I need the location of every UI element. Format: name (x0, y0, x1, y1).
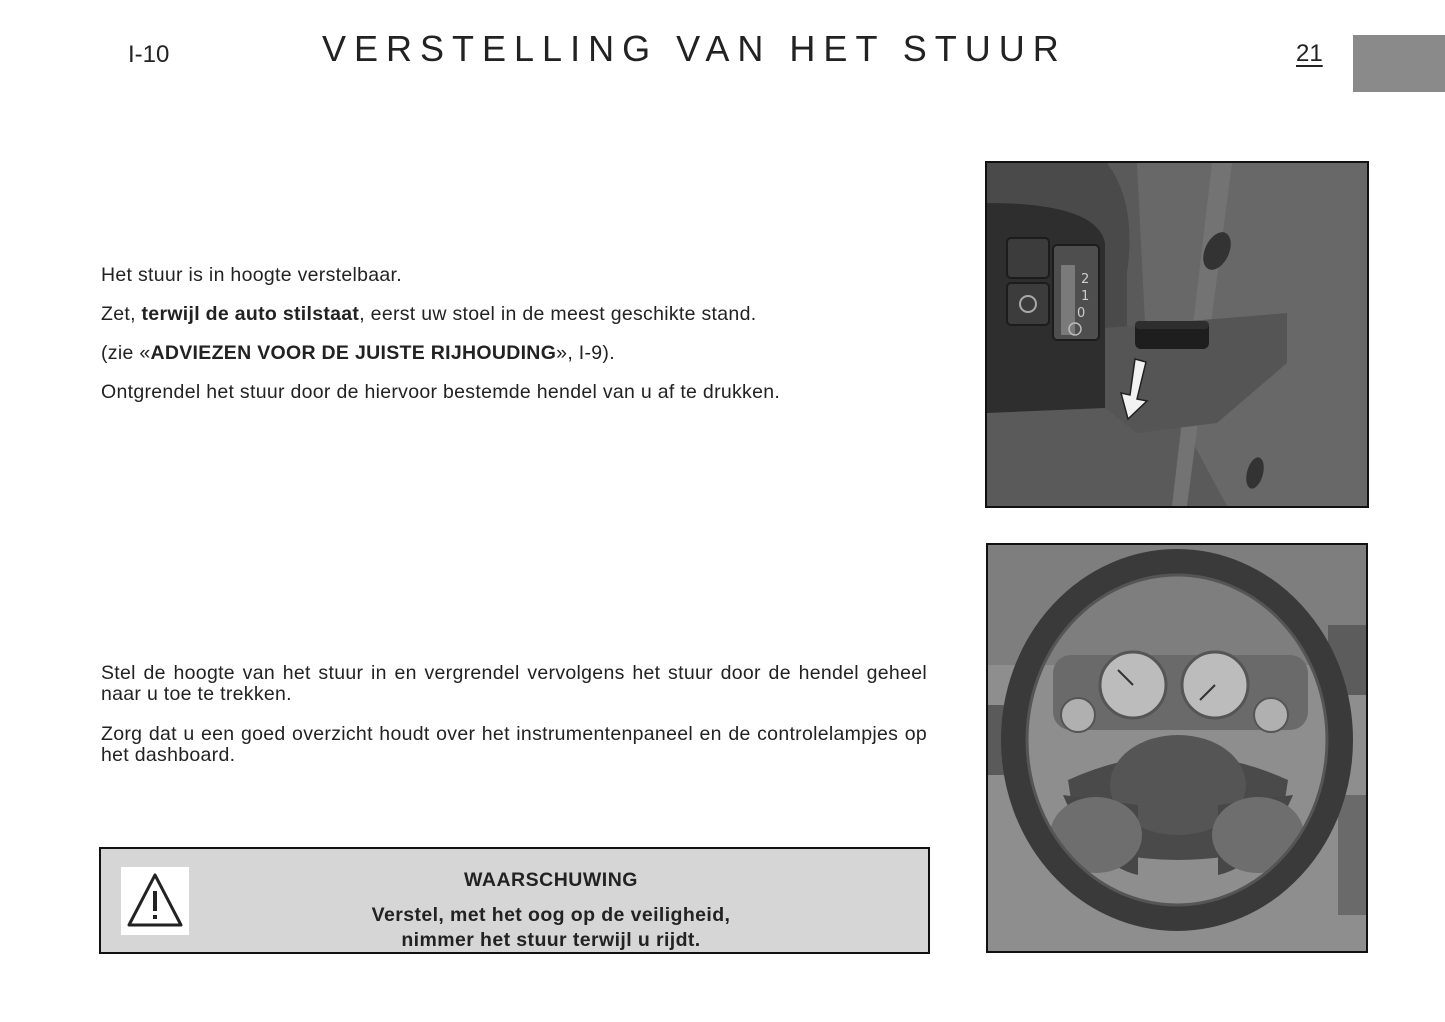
paragraph-unlock: Ontgrendel het stuur door de hiervoor bestemde hendel van u af te drukken. (101, 381, 781, 403)
emphasis-stationary: terwijl de auto stilstaat (141, 303, 360, 325)
steering-wheel-illustration (988, 545, 1366, 951)
dial-label-0: 0 (1077, 306, 1086, 321)
text-segment: , eerst uw stoel in de meest geschikte stand. (359, 303, 757, 325)
warning-text (201, 903, 901, 953)
warning-line-2: nimmer het stuur terwijl u rijdt. (401, 929, 701, 951)
dial-label-1: 1 (1081, 289, 1090, 304)
warning-triangle-icon (121, 867, 189, 935)
warning-icon-frame (121, 867, 189, 935)
photo-steering-lever (985, 161, 1369, 508)
warning-heading: WAARSCHUWING (464, 869, 638, 891)
text-segment: Zet, (101, 303, 142, 325)
dial-label-2: 2 (1081, 272, 1090, 287)
warning-box (99, 847, 930, 954)
lever-illustration (987, 163, 1367, 506)
text-segment: », I-9). (556, 342, 615, 364)
paragraph-adjustable: Het stuur is in hoogte verstelbaar. (101, 264, 402, 286)
photo-steering-wheel (986, 543, 1368, 953)
chapter-edge-tab (1353, 35, 1445, 92)
paragraph-visibility: Zorg dat u een goed overzicht houdt over het instrumentenpaneel en de controlelampjes op het dashboard. (101, 723, 927, 766)
paragraph-seat-first (101, 304, 927, 325)
paragraph-lock: Stel de hoogte van het stuur in en vergrendel vervolgens het stuur door de hendel geheel naar u toe te trekken. (101, 662, 927, 705)
warning-line-1: Verstel, met het oog op de veiligheid, (371, 904, 731, 926)
text-segment: (zie « (101, 342, 151, 364)
paragraph-reference (101, 343, 927, 364)
page-number: 21 (1296, 40, 1323, 67)
reference-link-text: ADVIEZEN VOOR DE JUISTE RIJHOUDING (150, 342, 557, 364)
page-title: VERSTELLING VAN HET STUUR (322, 28, 1067, 69)
section-code: I-10 (128, 41, 170, 68)
